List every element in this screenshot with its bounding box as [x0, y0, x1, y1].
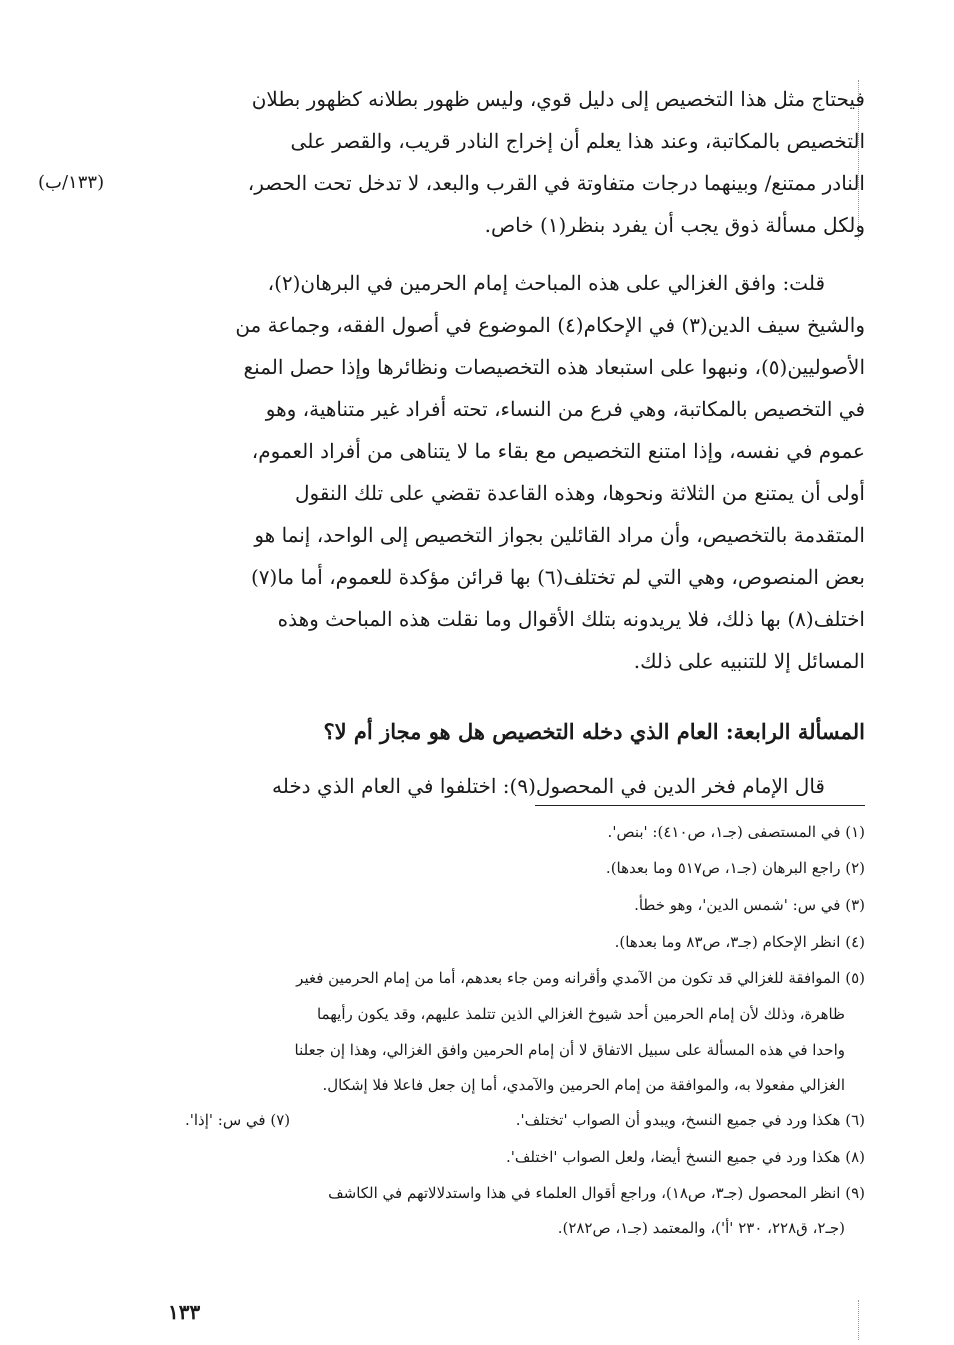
text-line: قلت: وافق الغزالي على هذه المباحث إمام الحرمين في البرهان(٢)، — [267, 271, 825, 295]
text-line: في التخصيص بالمكاتبة، وهي فرع من النساء، تحته أفراد غير متناهية، وهو — [265, 397, 865, 421]
paragraph-3 — [155, 765, 865, 807]
footnote-5-line: (٥) الموافقة للغزالي قد تكون من الآمدي وأقرانه ومن جاء بعدهم، أما من إمام الحرمين فغير — [296, 969, 865, 987]
paragraph-2 — [155, 262, 865, 682]
footnote-5-line: الغزالي مفعولا به، والموافقة من إمام الحرمين والآمدي، أما إن جعل فاعلا فلا إشكال. — [322, 1076, 845, 1094]
footnote-6: (٦) هكذا ورد في جميع النسخ، ويبدو أن الصواب 'تختلف'. — [515, 1111, 865, 1129]
text-line: المتقدمة بالتخصيص، وأن مراد القائلين بجواز التخصيص إلى الواحد، إنما هو — [254, 523, 865, 547]
section-heading: المسألة الرابعة: العام الذي دخله التخصيص هل هو مجاز أم لا؟ — [323, 719, 865, 744]
footnote-separator — [535, 805, 865, 806]
text-line: فيحتاج مثل هذا التخصيص إلى دليل قوي، وليس ظهور بطلانه كظهور بطلان — [251, 87, 865, 111]
paragraph-1 — [155, 78, 865, 246]
text-line: قال الإمام فخر الدين في المحصول(٩): اختلفوا في العام الذي دخله — [271, 774, 825, 798]
footnote-5-line: ظاهرة، وذلك لأن إمام الحرمين أحد شيوخ الغزالي الذين تتلمذ عليهم، وقد يكون رأيهما — [316, 1005, 845, 1023]
footnote-8: (٨) هكذا ورد في جميع النسخ أيضا، ولعل الصواب 'اختلف'. — [506, 1148, 865, 1166]
text-line: المسائل إلا للتنبيه على ذلك. — [633, 649, 865, 673]
footnote-9-line: (جـ٢، ق٢٢٨، ٢٣٠ 'أ')، والمعتمد (جـ١، ص٢٨٢). — [557, 1219, 845, 1237]
footnote-1: (١) في المستصفى (جـ١، ص٤١٠): 'بنص'. — [607, 823, 865, 841]
footnote-2: (٢) راجع البرهان (جـ١، ص٥١٧ وما بعدها). — [605, 859, 865, 877]
margin-folio-note: (١٣٣/ب) — [38, 172, 105, 193]
text-line: ولكل مسألة ذوق يجب أن يفرد بنظر(١) خاص. — [484, 213, 865, 237]
text-line: النادر ممتنع/ وبينهما درجات متفاوتة في القرب والبعد، لا تدخل تحت الحصر، — [247, 171, 865, 195]
text-line: الأصوليين(٥)، ونبهوا على استبعاد هذه التخصيصات ونظائرها وإذا حصل المنع — [243, 355, 865, 379]
text-line: أولى أن يمتنع من الثلاثة ونحوها، وهذه القاعدة تقضي على تلك النقول — [295, 481, 865, 505]
footnote-9-line: (٩) انظر المحصول (جـ٣، ص١٨)، وراجع أقوال العلماء في هذا واستدلالاتهم في الكاشف — [328, 1184, 865, 1202]
text-line: اختلف(٨) بها ذلك، فلا يريدونه بتلك الأقوال وما نقلت هذه المباحث وهذه — [277, 607, 865, 631]
footnote-5-line: واحدا في هذه المسألة على سبيل الاتفاق لا أن إمام الحرمين وافق الغزالي، وهذا إن جعلنا — [294, 1041, 845, 1059]
text-line: بعض المنصوص، وهي التي لم تختلف(٦) بها قرائن مؤكدة للعموم، أما ما(٧) — [250, 565, 865, 589]
footnote-7: (٧) في س: 'إذا'. — [185, 1111, 291, 1129]
page-number: ١٣٣ — [168, 1300, 201, 1324]
text-line: والشيخ سيف الدين(٣) في الإحكام(٤) الموضوع في أصول الفقه، وجماعة من — [235, 313, 865, 337]
footnote-4: (٤) انظر الإحكام (جـ٣، ص٨٣ وما بعدها). — [614, 933, 865, 951]
text-line: عموم في نفسه، وإذا امتنع التخصيص مع بقاء ما لا يتناهى من أفراد العموم، — [251, 439, 865, 463]
margin-dotted-rule — [858, 1300, 861, 1340]
footnote-3: (٣) في س: 'شمس الدين'، وهو خطأ. — [634, 896, 865, 914]
text-line: التخصيص بالمكاتبة، وعند هذا يعلم أن إخراج النادر قريب، والقصر على — [290, 129, 865, 153]
